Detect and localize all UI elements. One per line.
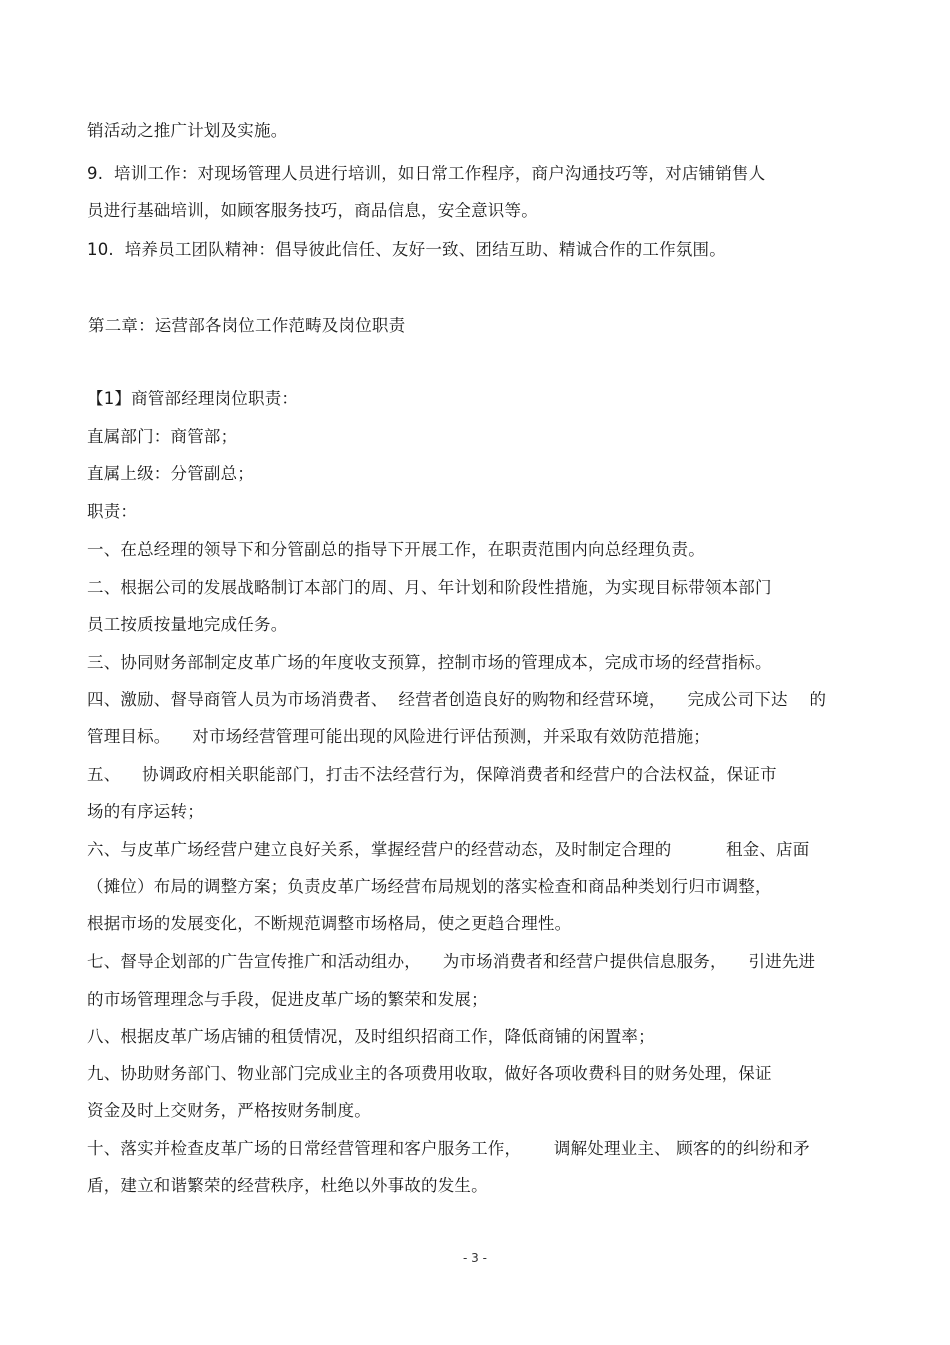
- chapter-heading: 第二章：运营部各岗位工作范畴及岗位职责: [88, 316, 406, 335]
- text-line: 员工按质按量地完成任务。: [87, 615, 288, 634]
- text-line: 资金及时上交财务，严格按财务制度。: [87, 1101, 371, 1120]
- text-line: 根据市场的发展变化，不断规范调整市场格局，使之更趋合理性。: [87, 914, 572, 933]
- department-line: 直属部门：商管部；: [87, 427, 238, 446]
- duty-item-8: 八、根据皮革广场店铺的租赁情况，及时组织招商工作，降低商铺的闲置率；: [87, 1027, 655, 1046]
- page-number: - 3 -: [463, 1251, 487, 1265]
- text-line: 的市场管理理念与手段，促进皮革广场的繁荣和发展；: [87, 990, 488, 1009]
- duty-item-9: 九、协助财务部门、物业部门完成业主的各项费用收取，做好各项收费科目的财务处理，保证: [87, 1064, 772, 1083]
- section-title: 【1】商管部经理岗位职责：: [87, 389, 299, 408]
- duty-item-5: 五、 协调政府相关职能部门，打击不法经营行为，保障消费者和经营户的合法权益，保证市: [87, 765, 777, 784]
- duties-label: 职责：: [87, 502, 138, 521]
- text-line: 盾，建立和谐繁荣的经营秩序，杜绝以外事故的发生。: [87, 1176, 488, 1195]
- superior-line: 直属上级：分管副总；: [87, 464, 254, 483]
- duty-item-3: 三、协同财务部制定皮革广场的年度收支预算，控制市场的管理成本，完成市场的经营指标。: [87, 653, 772, 672]
- duty-item-1: 一、在总经理的领导下和分管副总的指导下开展工作，在职责范围内向总经理负责。: [87, 540, 705, 559]
- duty-item-2: 二、根据公司的发展战略制订本部门的周、月、年计划和阶段性措施，为实现目标带领本部门: [87, 578, 772, 597]
- duty-item-10: 十、落实并检查皮革广场的日常经营管理和客户服务工作， 调解处理业主、 顾客的的纠纷和矛: [87, 1139, 810, 1158]
- text-line: 场的有序运转；: [87, 802, 204, 821]
- text-line: （摊位）布局的调整方案；负责皮革广场经营布局规划的落实检查和商品种类划行归市调整，: [87, 877, 772, 896]
- list-item-10: 10. 培养员工团队精神：倡导彼此信任、友好一致、团结互助、精诚合作的工作氛围。: [87, 240, 726, 259]
- duty-item-6: 六、与皮革广场经营户建立良好关系，掌握经营户的经营动态，及时制定合理的 租金、店面: [87, 840, 810, 859]
- text-line: 员进行基础培训，如顾客服务技巧，商品信息，安全意识等。: [87, 201, 538, 220]
- list-item-9: 9. 培训工作：对现场管理人员进行培训，如日常工作程序，商户沟通技巧等，对店铺销售人: [87, 164, 766, 183]
- text-line: 管理目标。 对市场经营管理可能出现的风险进行评估预测，并采取有效防范措施；: [87, 727, 710, 746]
- duty-item-7: 七、督导企划部的广告宣传推广和活动组办， 为市场消费者和经营户提供信息服务， 引进先进: [87, 952, 816, 971]
- duty-item-4: 四、激励、督导商管人员为市场消费者、 经营者创造良好的购物和经营环境， 完成公司下达 的: [87, 690, 827, 709]
- text-line: 销活动之推广计划及实施。: [87, 121, 288, 140]
